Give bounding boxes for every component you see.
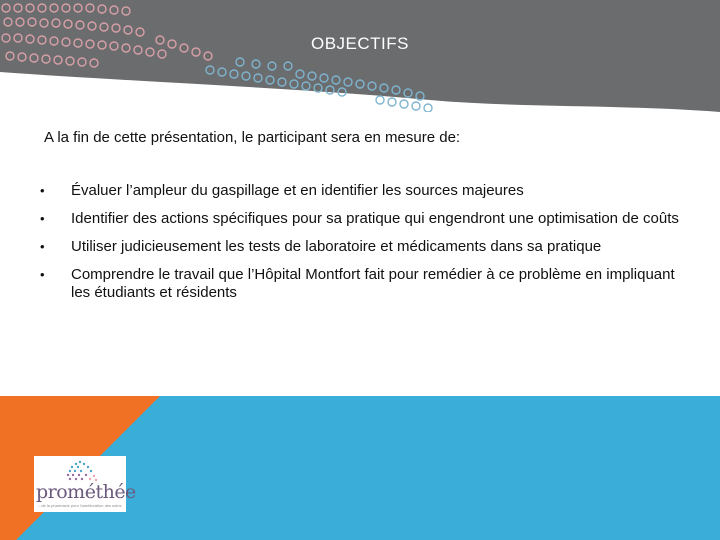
list-item-text: Évaluer l’ampleur du gaspillage et en identifier les sources majeures (71, 182, 524, 199)
bullet-icon: • (40, 183, 45, 198)
intro-text: A la fin de cette présentation, le participant sera en mesure de: (44, 129, 461, 146)
list-item (40, 266, 680, 302)
header-graphic (0, 0, 720, 112)
list-item-text: Identifier des actions spécifiques pour sa pratique qui engendront une optimisation de coûts (71, 210, 679, 227)
slide-title: OBJECTIFS (310, 34, 409, 53)
list-item (40, 182, 680, 200)
header-banner (0, 0, 720, 112)
list-item (40, 238, 680, 256)
bullet-icon: • (40, 211, 45, 226)
objectives-list (40, 182, 680, 312)
list-item-text: Comprendre le travail que l’Hôpital Montfort fait pour remédier à ce problème en impliquant les étudiants et résidents (71, 266, 675, 301)
logo (34, 456, 136, 512)
bullet-icon: • (40, 239, 45, 254)
list-item-text: Utiliser judicieusement les tests de laboratoire et médicaments dans sa pratique (71, 238, 602, 255)
bullet-icon: • (40, 267, 45, 282)
logo-tagline: ...de la pharmacie pour l'amélioration des soins (38, 503, 122, 508)
list-item (40, 210, 680, 228)
logo-name: prométhée (36, 481, 136, 503)
header-gray-swoosh (0, 0, 720, 112)
